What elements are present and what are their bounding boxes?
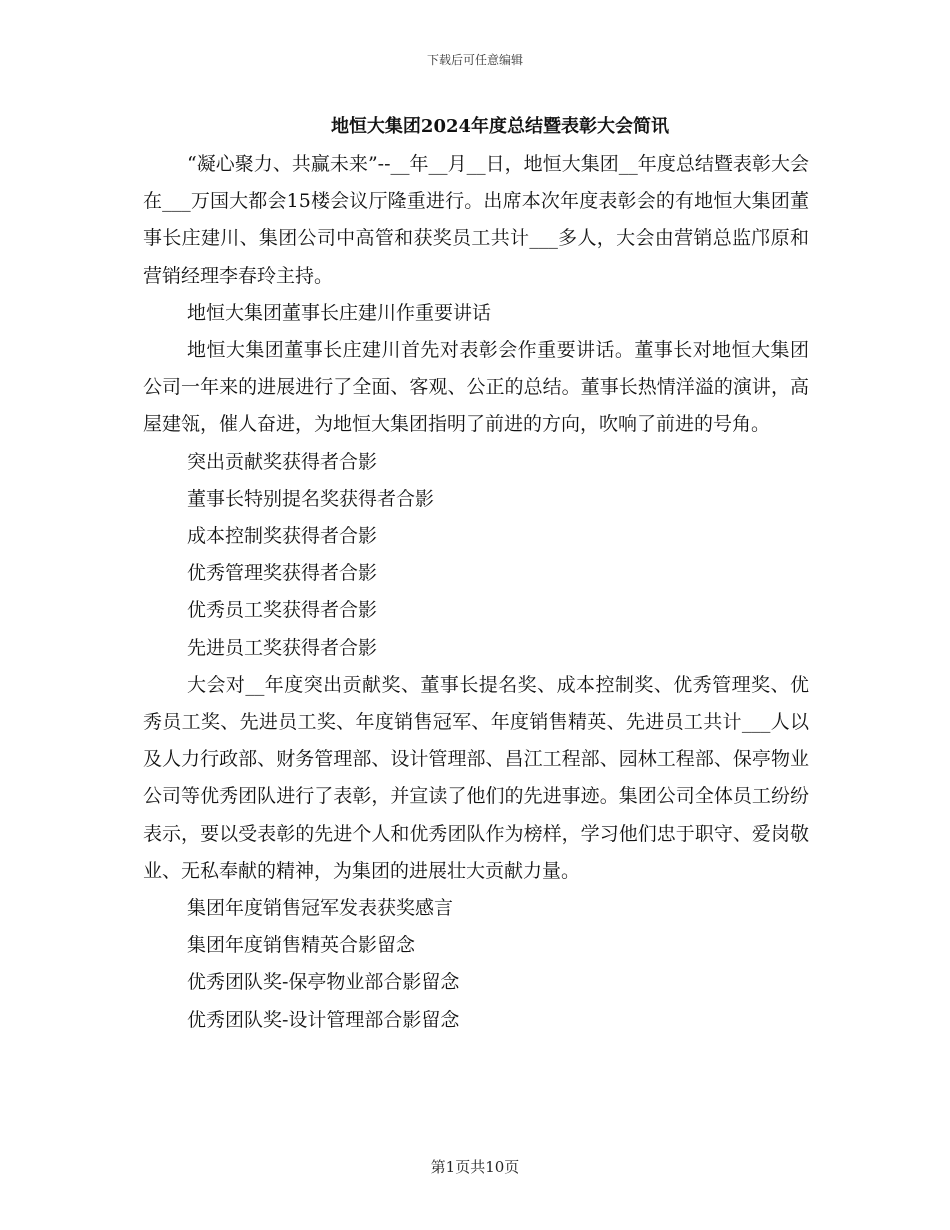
paragraph-caption-team-design: 优秀团队奖-设计管理部合影留念 xyxy=(187,1008,460,1031)
page-footer-number: 第1页共10页 xyxy=(430,1158,520,1176)
document-body xyxy=(143,146,809,1039)
paragraph-caption-chairman-nomination: 董事长特别提名奖获得者合影 xyxy=(187,487,435,510)
page-header-note: 下载后可任意编辑 xyxy=(426,53,523,67)
paragraph-caption-team-property: 优秀团队奖-保亭物业部合影留念 xyxy=(187,971,460,994)
paragraph-caption-advanced-staff: 先进员工奖获得者合影 xyxy=(187,636,378,659)
paragraph-speech: 地恒大集团董事长庄建川首先对表彰会作重要讲话。董事长对地恒大集团公司一年来的进展进行了全面、客观、公正的总结。董事长热情洋溢的演讲，高屋建瓴，催人奋进，为地恒大集团指明了前进的方向，吹响了前进的号角。 xyxy=(143,339,809,436)
paragraph-caption-management: 优秀管理奖获得者合影 xyxy=(187,562,378,585)
paragraph-awards: 大会对__年度突出贡献奖、董事长提名奖、成本控制奖、优秀管理奖、优秀员工奖、先进员工奖、年度销售冠军、年度销售精英、先进员工共计___人以及人力行政部、财务管理部、设计管理部、昌江工程部、园林工程部、保亭物业公司等优秀团队进行了表彰，并宣读了他们的先进事迹。集团公司全体员工纷纷表示，要以受表彰的先进个人和优秀团队作为榜样，学习他们忠于职守、爱岗敬业、无私奉献的精神，为集团的进展壮大贡献力量。 xyxy=(143,673,809,882)
document-title: 地恒大集团2024年度总结暨表彰大会简讯 xyxy=(330,116,670,137)
paragraph-caption-excellent-staff: 优秀员工奖获得者合影 xyxy=(187,599,378,622)
paragraph-caption-sales-champion: 集团年度销售冠军发表获奖感言 xyxy=(187,897,454,920)
paragraph-caption-speech: 地恒大集团董事长庄建川作重要讲话 xyxy=(187,301,492,324)
paragraph-caption-cost-control: 成本控制奖获得者合影 xyxy=(187,525,378,548)
paragraph-caption-sales-elite: 集团年度销售精英合影留念 xyxy=(187,934,416,957)
paragraph-caption-outstanding: 突出贡献奖获得者合影 xyxy=(187,450,378,473)
paragraph-intro: “凝心聚力、共赢未来”--__年__月__日，地恒大集团__年度总结暨表彰大会在___万国大都会15楼会议厅隆重进行。出席本次年度表彰会的有地恒大集团董事长庄建川、集团公司中高管和获奖员工共计___多人，大会由营销总监邝原和营销经理李春玲主持。 xyxy=(143,153,809,287)
